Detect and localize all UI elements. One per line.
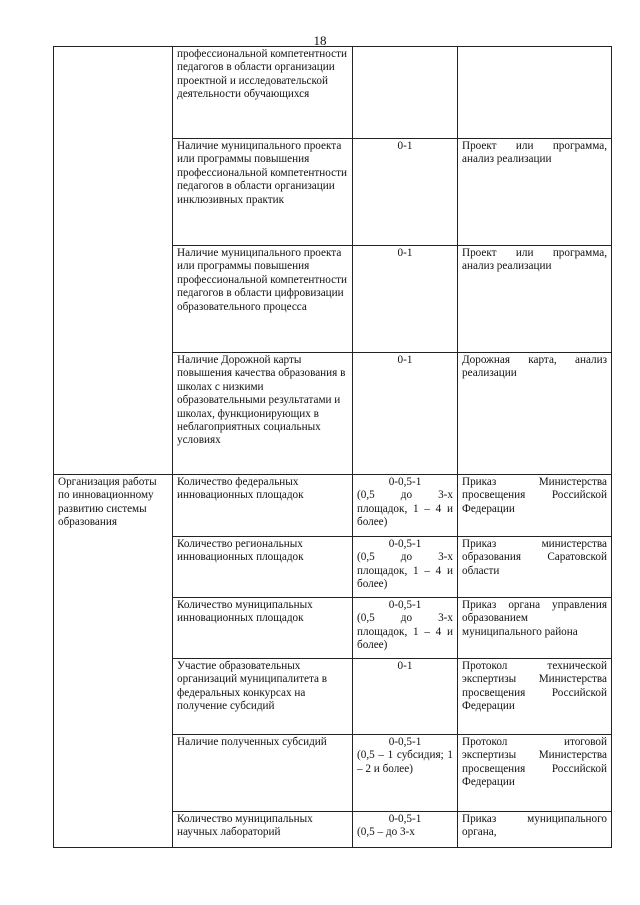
source-cell: Протокол технической экспертизы Министерства просвещения Российской Федерации [458,659,612,735]
source-cell: Приказ министерства образования Саратовской области [458,537,612,598]
source-cell: Приказ муниципального органа, [458,812,612,848]
criterion-cell: Количество муниципальных научных лабораторий [173,812,353,848]
criterion-cell: Наличие муниципального проекта или программы повышения профессиональной компетентности педагогов в области организации инклюзивных практик [173,139,353,246]
criteria-table [53,46,612,848]
criterion-cell: Наличие Дорожной карты повышения качества образования в школах с низкими образовательными результатами и школах, функционирующих в неблагоприятных социальных условиях [173,353,353,475]
value-cell [353,47,458,139]
table-row [54,475,612,537]
value-cell: 0-0,5-1 (0,5 до 3-х площадок, 1 – 4 и более) [353,598,458,659]
source-cell: Проект или программа, анализ реализации [458,139,612,246]
source-cell: Дорожная карта, анализ реализации [458,353,612,475]
value-cell: 0-1 [353,659,458,735]
table-row [54,47,612,139]
criterion-cell: Количество федеральных инновационных площадок [173,475,353,537]
section-title: Организация работы по инновационному развитию системы образования [54,475,173,848]
criterion-cell: Наличие полученных субсидий [173,735,353,812]
source-cell: Проект или программа, анализ реализации [458,246,612,353]
source-cell: Протокол итоговой экспертизы Министерства просвещения Российской Федерации [458,735,612,812]
source-cell: Приказ Министерства просвещения Российской Федерации [458,475,612,537]
criterion-cell: Участие образовательных организаций муниципалитета в федеральных конкурсах на получение субсидий [173,659,353,735]
page-number: 18 [313,33,327,48]
criterion-cell: Наличие муниципального проекта или программы повышения профессиональной компетентности педагогов в области цифровизации образовательного процесса [173,246,353,353]
value-cell: 0-0,5-1 (0,5 – до 3-х [353,812,458,848]
value-cell: 0-0,5-1 (0,5 до 3-х площадок, 1 – 4 и более) [353,537,458,598]
value-cell: 0-1 [353,353,458,475]
value-cell: 0-0,5-1 (0,5 до 3-х площадок, 1 – 4 и более) [353,475,458,537]
value-cell: 0-0,5-1 (0,5 – 1 субсидия; 1 – 2 и более) [353,735,458,812]
criterion-cell: Количество муниципальных инновационных площадок [173,598,353,659]
section-cell [54,47,173,475]
source-cell [458,47,612,139]
source-cell: Приказ органа управления образованием муниципального района [458,598,612,659]
criterion-cell: Количество региональных инновационных площадок [173,537,353,598]
value-cell: 0-1 [353,246,458,353]
value-cell: 0-1 [353,139,458,246]
criterion-cell: профессиональной компетентности педагогов в области организации проектной и исследовательской деятельности обучающихся [173,47,353,139]
